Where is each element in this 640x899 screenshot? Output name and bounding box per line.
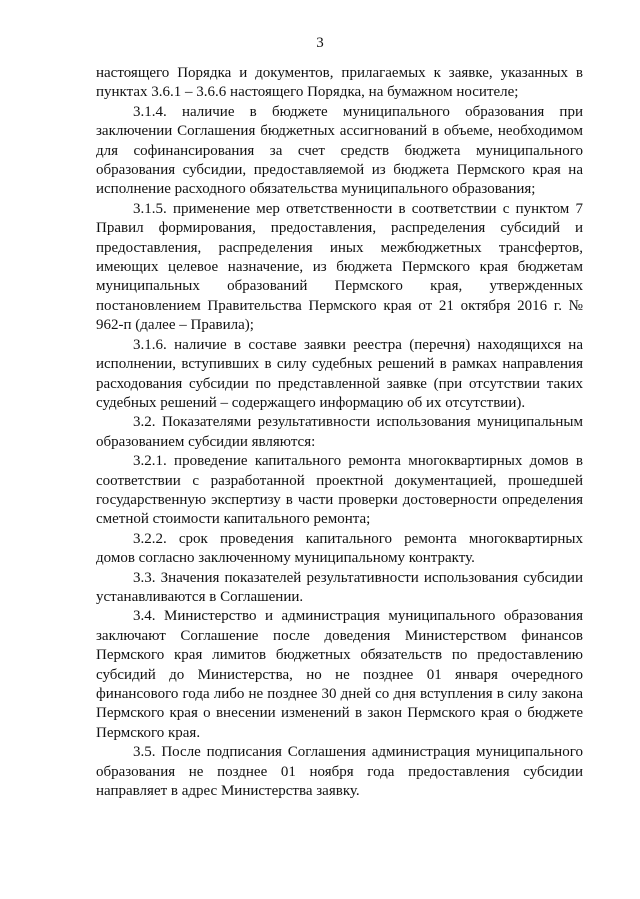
- paragraph-3-4: 3.4. Министерство и администрация муниципального образования заключают Соглашение после доведения Министерством финансов Пермского края лимитов бюджетных обязательств по предоставлению субсидий до Министерства, но не позднее 01 января очередного финансового года либо не позднее 30 дней со дня вступления в силу закона Пермского края о внесении изменений в закон Пермского края о бюджете Пермского края.: [96, 608, 583, 741]
- paragraph-3-1-6: 3.1.6. наличие в составе заявки реестра (перечня) находящихся на исполнении, вступивших в силу судебных решений в рамках направления расходования субсидии по представленной заявке (при отсутствии таких судебных решений – содержащего информацию об их отсутствии).: [96, 336, 583, 411]
- paragraph-continuation: настоящего Порядка и документов, прилагаемых к заявке, указанных в пунктах 3.6.1 – 3.6.6 настоящего Порядка, на бумажном носителе;: [96, 65, 583, 101]
- paragraph-3-1-5: 3.1.5. применение мер ответственности в соответствии с пунктом 7 Правил формирования, предоставления, распределения субсидий и предоставления, распределения иных межбюджетных трансфертов, имеющих целевое назначение, из бюджета Пермского края бюджетам муниципальных образований Пермского края, утвержденных постановлением Правительства Пермского края от 21 октября 2016 г. № 962-п (далее – Правила);: [96, 200, 583, 334]
- paragraph-3-2-2: 3.2.2. срок проведения капитального ремонта многоквартирных домов согласно заключенному муниципальному контракту.: [96, 530, 583, 567]
- paragraph-3-1-4: 3.1.4. наличие в бюджете муниципального образования при заключении Соглашения бюджетных ассигнований в объеме, необходимом для софинансирования за счет средств бюджета муниципального образования субсидии, предоставляемой из бюджета Пермского края на исполнение расходного обязательства муниципального образования;: [96, 103, 583, 198]
- page-number: 3: [316, 35, 324, 51]
- paragraph-3-5: 3.5. После подписания Соглашения администрация муниципального образования не позднее 01 ноября года предоставления субсидии направляет в адрес Министерства заявку.: [96, 744, 583, 800]
- paragraph-3-2-1: 3.2.1. проведение капитального ремонта многоквартирных домов в соответствии с разработанной проектной документацией, прошедшей государственную экспертизу в части проверки достоверности определения сметной стоимости капитального ремонта;: [96, 453, 583, 528]
- paragraph-3-3: 3.3. Значения показателей результативности использования субсидии устанавливаются в Соглашении.: [96, 569, 583, 605]
- paragraph-3-2: 3.2. Показателями результативности использования муниципальным образованием субсидии являются:: [96, 414, 583, 450]
- document-body: [96, 64, 583, 801]
